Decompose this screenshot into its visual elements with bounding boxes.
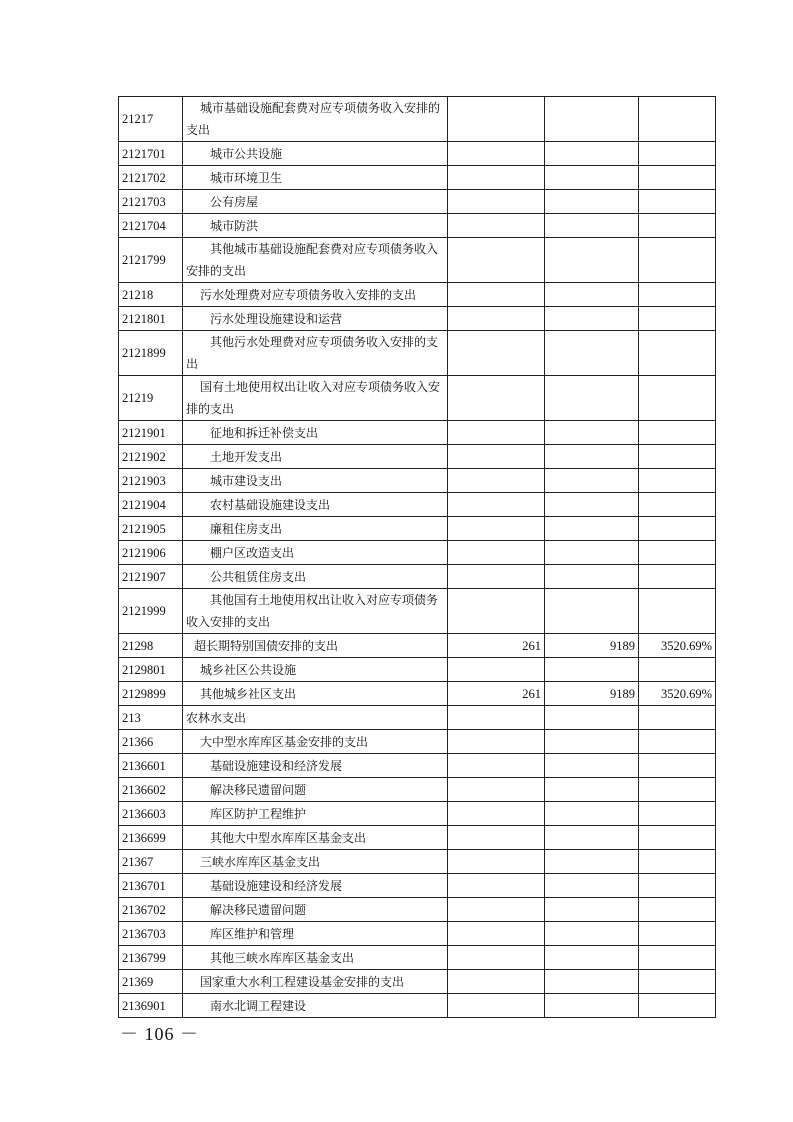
row-value-c-cell bbox=[639, 331, 716, 376]
row-value-a-cell bbox=[448, 493, 545, 517]
row-code-cell: 21218 bbox=[119, 283, 183, 307]
row-name-cell: 大中型水库库区基金安排的支出 bbox=[183, 730, 448, 754]
row-name-cell: 城市基础设施配套费对应专项债务收入安排的支出 bbox=[183, 97, 448, 142]
row-value-b-cell bbox=[545, 898, 639, 922]
row-name-cell: 征地和拆迁补偿支出 bbox=[183, 421, 448, 445]
table-row bbox=[119, 469, 716, 493]
row-value-b-cell bbox=[545, 166, 639, 190]
row-code-cell: 2121901 bbox=[119, 421, 183, 445]
row-value-a-cell bbox=[448, 376, 545, 421]
table-row bbox=[119, 214, 716, 238]
row-value-b-cell: 9189 bbox=[545, 682, 639, 706]
table-row bbox=[119, 421, 716, 445]
row-value-a-cell bbox=[448, 469, 545, 493]
row-value-c-cell bbox=[639, 421, 716, 445]
row-code-cell: 21369 bbox=[119, 970, 183, 994]
row-value-c-cell bbox=[639, 898, 716, 922]
row-value-b-cell bbox=[545, 922, 639, 946]
row-value-a-cell bbox=[448, 946, 545, 970]
row-value-a-cell bbox=[448, 850, 545, 874]
row-value-a-cell bbox=[448, 778, 545, 802]
row-code-cell: 2121801 bbox=[119, 307, 183, 331]
row-name-cell: 三峡水库库区基金支出 bbox=[183, 850, 448, 874]
row-value-c-cell bbox=[639, 658, 716, 682]
row-value-c-cell bbox=[639, 754, 716, 778]
row-value-c-cell bbox=[639, 445, 716, 469]
row-code-cell: 2136799 bbox=[119, 946, 183, 970]
row-value-a-cell bbox=[448, 658, 545, 682]
row-value-b-cell bbox=[545, 469, 639, 493]
row-value-b-cell bbox=[545, 754, 639, 778]
table-row bbox=[119, 850, 716, 874]
row-name-cell: 城市环境卫生 bbox=[183, 166, 448, 190]
table-row bbox=[119, 376, 716, 421]
table-row bbox=[119, 994, 716, 1018]
row-value-c-cell bbox=[639, 589, 716, 634]
row-name-cell: 其他国有土地使用权出让收入对应专项债务收入安排的支出 bbox=[183, 589, 448, 634]
row-value-c-cell: 3520.69% bbox=[639, 634, 716, 658]
row-value-b-cell bbox=[545, 97, 639, 142]
row-value-a-cell bbox=[448, 898, 545, 922]
table-row bbox=[119, 589, 716, 634]
row-value-c-cell bbox=[639, 97, 716, 142]
row-value-a-cell bbox=[448, 190, 545, 214]
row-name-cell: 农村基础设施建设支出 bbox=[183, 493, 448, 517]
table-row bbox=[119, 658, 716, 682]
row-value-c-cell bbox=[639, 376, 716, 421]
row-value-c-cell bbox=[639, 214, 716, 238]
row-value-b-cell bbox=[545, 730, 639, 754]
row-value-b-cell bbox=[545, 214, 639, 238]
row-value-a-cell bbox=[448, 730, 545, 754]
row-value-c-cell bbox=[639, 970, 716, 994]
row-code-cell: 2121704 bbox=[119, 214, 183, 238]
row-name-cell: 其他三峡水库库区基金支出 bbox=[183, 946, 448, 970]
row-value-a-cell bbox=[448, 421, 545, 445]
table-row bbox=[119, 778, 716, 802]
row-value-a-cell bbox=[448, 541, 545, 565]
row-value-a-cell bbox=[448, 754, 545, 778]
row-value-c-cell bbox=[639, 994, 716, 1018]
table-row bbox=[119, 283, 716, 307]
row-name-cell: 城乡社区公共设施 bbox=[183, 658, 448, 682]
row-code-cell: 21367 bbox=[119, 850, 183, 874]
row-name-cell: 解决移民遗留问题 bbox=[183, 778, 448, 802]
table-row bbox=[119, 517, 716, 541]
row-code-cell: 2136702 bbox=[119, 898, 183, 922]
row-value-a-cell bbox=[448, 706, 545, 730]
row-value-b-cell bbox=[545, 778, 639, 802]
row-value-a-cell bbox=[448, 166, 545, 190]
row-value-c-cell bbox=[639, 778, 716, 802]
row-name-cell: 城市公共设施 bbox=[183, 142, 448, 166]
table-row bbox=[119, 331, 716, 376]
row-value-a-cell bbox=[448, 874, 545, 898]
row-name-cell: 城市建设支出 bbox=[183, 469, 448, 493]
row-value-c-cell bbox=[639, 469, 716, 493]
row-value-c-cell bbox=[639, 166, 716, 190]
row-value-c-cell bbox=[639, 706, 716, 730]
row-value-c-cell bbox=[639, 541, 716, 565]
budget-table-body bbox=[119, 97, 716, 1018]
row-value-a-cell bbox=[448, 214, 545, 238]
row-value-c-cell bbox=[639, 826, 716, 850]
budget-table bbox=[118, 96, 716, 1018]
row-value-c-cell bbox=[639, 307, 716, 331]
row-value-b-cell bbox=[545, 142, 639, 166]
row-value-c-cell bbox=[639, 283, 716, 307]
row-value-c-cell bbox=[639, 802, 716, 826]
row-value-b-cell bbox=[545, 946, 639, 970]
row-value-b-cell bbox=[545, 802, 639, 826]
row-code-cell: 21298 bbox=[119, 634, 183, 658]
row-value-c-cell bbox=[639, 565, 716, 589]
row-value-b-cell bbox=[545, 421, 639, 445]
row-value-b-cell bbox=[545, 331, 639, 376]
table-row bbox=[119, 634, 716, 658]
row-value-b-cell bbox=[545, 238, 639, 283]
row-code-cell: 2121703 bbox=[119, 190, 183, 214]
row-name-cell: 国家重大水利工程建设基金安排的支出 bbox=[183, 970, 448, 994]
row-value-a-cell bbox=[448, 97, 545, 142]
table-row bbox=[119, 166, 716, 190]
row-name-cell: 公共租赁住房支出 bbox=[183, 565, 448, 589]
row-code-cell: 2136901 bbox=[119, 994, 183, 1018]
row-name-cell: 南水北调工程建设 bbox=[183, 994, 448, 1018]
row-name-cell: 其他城乡社区支出 bbox=[183, 682, 448, 706]
row-value-c-cell bbox=[639, 238, 716, 283]
row-code-cell: 2121799 bbox=[119, 238, 183, 283]
table-row bbox=[119, 970, 716, 994]
row-value-b-cell bbox=[545, 658, 639, 682]
table-row bbox=[119, 307, 716, 331]
row-name-cell: 库区维护和管理 bbox=[183, 922, 448, 946]
row-value-a-cell bbox=[448, 565, 545, 589]
row-value-c-cell bbox=[639, 874, 716, 898]
row-code-cell: 2121903 bbox=[119, 469, 183, 493]
row-name-cell: 其他大中型水库库区基金支出 bbox=[183, 826, 448, 850]
row-value-a-cell bbox=[448, 331, 545, 376]
row-name-cell: 解决移民遗留问题 bbox=[183, 898, 448, 922]
row-code-cell: 213 bbox=[119, 706, 183, 730]
row-value-b-cell: 9189 bbox=[545, 634, 639, 658]
table-row bbox=[119, 706, 716, 730]
table-row bbox=[119, 754, 716, 778]
row-value-a-cell bbox=[448, 826, 545, 850]
row-value-c-cell bbox=[639, 517, 716, 541]
table-row bbox=[119, 541, 716, 565]
row-value-b-cell bbox=[545, 994, 639, 1018]
row-name-cell: 公有房屋 bbox=[183, 190, 448, 214]
row-value-a-cell bbox=[448, 970, 545, 994]
row-value-a-cell bbox=[448, 589, 545, 634]
row-name-cell: 棚户区改造支出 bbox=[183, 541, 448, 565]
table-row bbox=[119, 946, 716, 970]
row-value-a-cell bbox=[448, 517, 545, 541]
row-value-b-cell bbox=[545, 283, 639, 307]
table-row bbox=[119, 730, 716, 754]
row-value-a-cell: 261 bbox=[448, 682, 545, 706]
row-value-c-cell bbox=[639, 946, 716, 970]
row-name-cell: 廉租住房支出 bbox=[183, 517, 448, 541]
row-name-cell: 库区防护工程维护 bbox=[183, 802, 448, 826]
row-value-c-cell bbox=[639, 730, 716, 754]
row-code-cell: 2136603 bbox=[119, 802, 183, 826]
row-code-cell: 2121907 bbox=[119, 565, 183, 589]
row-value-c-cell: 3520.69% bbox=[639, 682, 716, 706]
row-value-b-cell bbox=[545, 565, 639, 589]
table-row bbox=[119, 238, 716, 283]
row-value-b-cell bbox=[545, 445, 639, 469]
row-name-cell: 其他城市基础设施配套费对应专项债务收入安排的支出 bbox=[183, 238, 448, 283]
row-code-cell: 2121701 bbox=[119, 142, 183, 166]
table-row bbox=[119, 826, 716, 850]
table-row bbox=[119, 493, 716, 517]
row-value-c-cell bbox=[639, 850, 716, 874]
row-value-b-cell bbox=[545, 376, 639, 421]
row-value-b-cell bbox=[545, 874, 639, 898]
row-value-b-cell bbox=[545, 541, 639, 565]
row-value-c-cell bbox=[639, 493, 716, 517]
row-name-cell: 农林水支出 bbox=[183, 706, 448, 730]
row-code-cell: 21366 bbox=[119, 730, 183, 754]
row-name-cell: 土地开发支出 bbox=[183, 445, 448, 469]
row-code-cell: 2136703 bbox=[119, 922, 183, 946]
row-code-cell: 2129899 bbox=[119, 682, 183, 706]
table-row bbox=[119, 874, 716, 898]
row-value-a-cell: 261 bbox=[448, 634, 545, 658]
row-code-cell: 21217 bbox=[119, 97, 183, 142]
table-row bbox=[119, 898, 716, 922]
row-name-cell: 污水处理设施建设和运营 bbox=[183, 307, 448, 331]
row-value-a-cell bbox=[448, 238, 545, 283]
row-name-cell: 国有土地使用权出让收入对应专项债务收入安排的支出 bbox=[183, 376, 448, 421]
row-value-c-cell bbox=[639, 142, 716, 166]
row-value-a-cell bbox=[448, 922, 545, 946]
row-value-c-cell bbox=[639, 190, 716, 214]
row-name-cell: 其他污水处理费对应专项债务收入安排的支出 bbox=[183, 331, 448, 376]
row-value-c-cell bbox=[639, 922, 716, 946]
row-value-a-cell bbox=[448, 445, 545, 469]
row-name-cell: 超长期特别国债安排的支出 bbox=[183, 634, 448, 658]
table-row bbox=[119, 190, 716, 214]
row-code-cell: 2129801 bbox=[119, 658, 183, 682]
row-value-b-cell bbox=[545, 850, 639, 874]
page-number: － 106 － bbox=[120, 1024, 199, 1044]
row-value-b-cell bbox=[545, 706, 639, 730]
row-code-cell: 2121702 bbox=[119, 166, 183, 190]
row-value-a-cell bbox=[448, 994, 545, 1018]
row-value-b-cell bbox=[545, 826, 639, 850]
row-value-a-cell bbox=[448, 142, 545, 166]
row-value-b-cell bbox=[545, 970, 639, 994]
row-name-cell: 污水处理费对应专项债务收入安排的支出 bbox=[183, 283, 448, 307]
row-value-b-cell bbox=[545, 517, 639, 541]
row-code-cell: 2121902 bbox=[119, 445, 183, 469]
row-value-a-cell bbox=[448, 307, 545, 331]
row-code-cell: 2136701 bbox=[119, 874, 183, 898]
table-row bbox=[119, 142, 716, 166]
row-code-cell: 2121906 bbox=[119, 541, 183, 565]
row-value-a-cell bbox=[448, 283, 545, 307]
row-code-cell: 2121999 bbox=[119, 589, 183, 634]
row-code-cell: 2121905 bbox=[119, 517, 183, 541]
table-row bbox=[119, 682, 716, 706]
row-code-cell: 2121904 bbox=[119, 493, 183, 517]
table-row bbox=[119, 565, 716, 589]
row-value-b-cell bbox=[545, 589, 639, 634]
row-name-cell: 城市防洪 bbox=[183, 214, 448, 238]
row-code-cell: 2136602 bbox=[119, 778, 183, 802]
table-row bbox=[119, 922, 716, 946]
table-row bbox=[119, 97, 716, 142]
row-value-b-cell bbox=[545, 493, 639, 517]
table-row bbox=[119, 445, 716, 469]
row-value-a-cell bbox=[448, 802, 545, 826]
row-value-b-cell bbox=[545, 190, 639, 214]
row-code-cell: 2136601 bbox=[119, 754, 183, 778]
row-code-cell: 2136699 bbox=[119, 826, 183, 850]
row-name-cell: 基础设施建设和经济发展 bbox=[183, 754, 448, 778]
row-code-cell: 21219 bbox=[119, 376, 183, 421]
row-name-cell: 基础设施建设和经济发展 bbox=[183, 874, 448, 898]
row-value-b-cell bbox=[545, 307, 639, 331]
table-row bbox=[119, 802, 716, 826]
row-code-cell: 2121899 bbox=[119, 331, 183, 376]
